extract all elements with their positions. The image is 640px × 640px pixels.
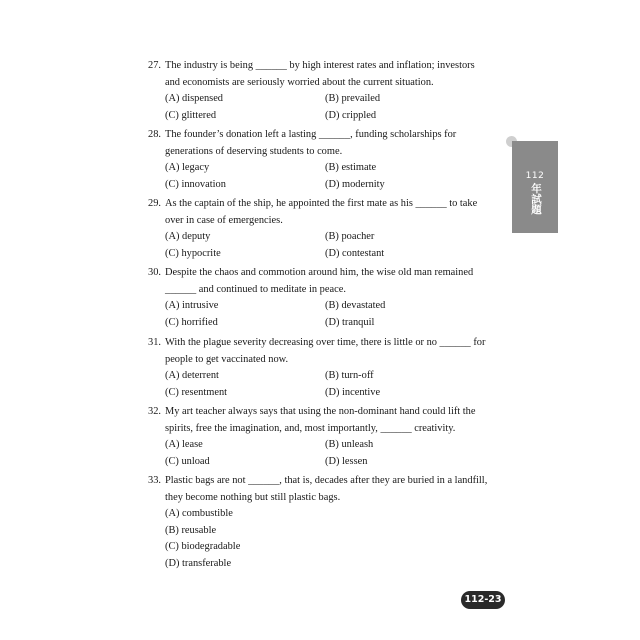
question-text: My art teacher always says that using the non-dominant hand could lift the spirits, free the imagination, and, most importantly, ______ creativity.	[165, 406, 476, 434]
option-d: (D) modernity	[325, 178, 385, 190]
question-32	[148, 404, 488, 470]
side-tab-label: 年試題	[530, 183, 542, 215]
question-text: Plastic bags are not ______, that is, decades after they are buried in a landfill, they become nothing but still plastic bags.	[165, 475, 488, 503]
question-number: 30.	[148, 267, 161, 278]
question-number: 33.	[148, 475, 161, 486]
option-c: (C) unload	[165, 455, 210, 467]
option-a: (A) deputy	[165, 231, 211, 242]
option-b: (B) poacher	[325, 231, 375, 242]
option-c: (C) innovation	[165, 178, 226, 190]
question-number: 29.	[148, 198, 161, 209]
option-c: (C) horrified	[165, 316, 218, 328]
option-a: (A) dispensed	[165, 93, 224, 104]
question-number: 27.	[148, 60, 161, 71]
question-29	[148, 196, 488, 262]
option-a: (A) legacy	[165, 162, 210, 173]
option-a: (A) lease	[165, 439, 203, 450]
question-text: The founder’s donation left a lasting ______, funding scholarships for generations of deserving students to come.	[165, 129, 457, 157]
option-c: (C) hypocrite	[165, 247, 221, 259]
side-tab-year: 112	[525, 171, 545, 181]
option-c: (C) resentment	[165, 386, 228, 398]
question-number: 32.	[148, 406, 161, 417]
option-c: (C) biodegradable	[165, 541, 241, 552]
option-b: (B) unleash	[325, 439, 374, 450]
question-text: With the plague severity decreasing over time, there is little or no ______ for people to get vaccinated now.	[165, 337, 486, 365]
option-b: (B) prevailed	[325, 93, 381, 104]
year-side-tab	[512, 141, 558, 233]
question-number: 31.	[148, 337, 161, 348]
option-a: (A) intrusive	[165, 300, 219, 311]
question-33	[148, 473, 488, 572]
option-d: (D) transferable	[165, 557, 232, 569]
question-27	[148, 58, 488, 124]
question-30	[148, 265, 488, 331]
question-text: Despite the chaos and commotion around him, the wise old man remained ______ and continued to meditate in peace.	[165, 267, 474, 295]
question-number: 28.	[148, 129, 161, 140]
option-d: (D) contestant	[325, 247, 385, 259]
option-b: (B) turn-off	[325, 370, 374, 381]
option-c: (C) glittered	[165, 109, 217, 121]
option-a: (A) deterrent	[165, 370, 219, 381]
page-number-badge: 112-23	[461, 591, 505, 609]
option-d: (D) crippled	[325, 109, 377, 121]
option-b: (B) devastated	[325, 300, 386, 311]
question-28	[148, 127, 488, 193]
option-d: (D) lessen	[325, 455, 368, 467]
question-text: As the captain of the ship, he appointed the first mate as his ______ to take over in case of emergencies.	[165, 198, 478, 226]
option-a: (A) combustible	[165, 508, 233, 519]
option-d: (D) tranquil	[325, 316, 375, 328]
option-b: (B) reusable	[165, 524, 217, 536]
option-b: (B) estimate	[325, 162, 377, 173]
question-31	[148, 335, 488, 401]
question-text: The industry is being ______ by high interest rates and inflation; investors and economists are seriously worried about the current situation.	[165, 60, 475, 88]
option-d: (D) incentive	[325, 386, 381, 398]
